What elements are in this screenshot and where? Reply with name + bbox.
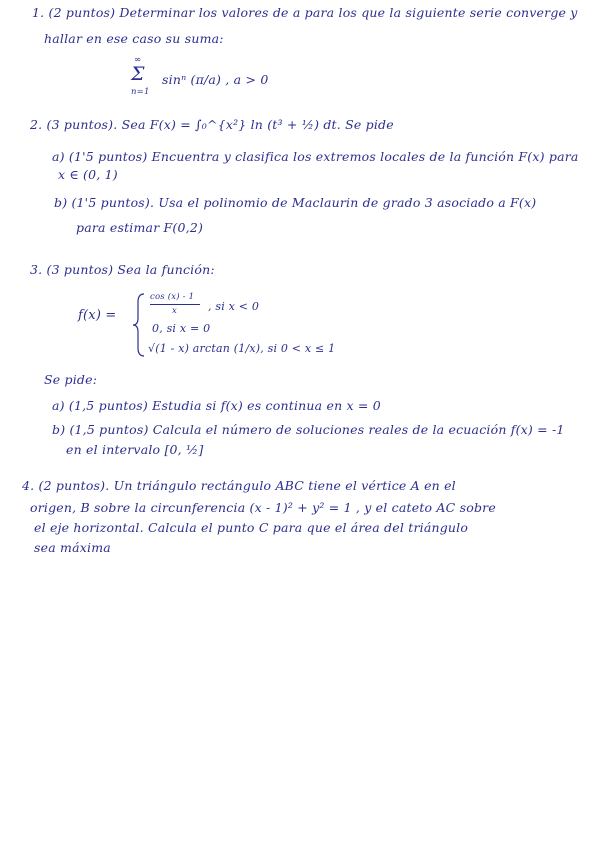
case1-numerator: cos (x) - 1: [150, 292, 195, 302]
problem-4-line2: origen, B sobre la circunferencia (x - 1)² + y² = 1 , y el cateto AC sobre: [30, 500, 496, 515]
case2: 0, si x = 0: [152, 322, 211, 335]
problem-2-title: 2. (3 puntos). Sea F(x) = ∫₀^{x²} ln (t³ + ½) dt. Se pide: [30, 117, 394, 132]
problem-4-line3: el eje horizontal. Calcula el punto C para que el área del triángulo: [34, 520, 469, 535]
case1-denominator: x: [172, 306, 177, 316]
case1-condition: , si x < 0: [208, 300, 260, 313]
problem-4-line1: 4. (2 puntos). Un triángulo rectángulo ABC tiene el vértice A en el: [22, 478, 456, 493]
case3: √(1 - x) arctan (1/x), si 0 < x ≤ 1: [148, 342, 336, 355]
sum-lower-limit: n=1: [131, 87, 150, 97]
problem-2a-line1: a) (1'5 puntos) Encuentra y clasifica los extremos locales de la función F(x) para: [52, 149, 579, 164]
problem-3b-line2: en el intervalo [0, ½]: [66, 442, 204, 457]
se-pide: Se pide:: [44, 372, 98, 387]
problem-3b-line1: b) (1,5 puntos) Calcula el número de soluciones reales de la ecuación f(x) = -1: [52, 422, 565, 437]
problem-3a: a) (1,5 puntos) Estudia si f(x) es continua en x = 0: [52, 398, 381, 413]
sum-term: sinⁿ (π/a) , a > 0: [162, 72, 269, 87]
case1-fraction-bar: [150, 304, 200, 305]
problem-1-title: 1. (2 puntos) Determinar los valores de a para los que la siguiente serie converge y: [32, 5, 578, 20]
problem-4-line4: sea máxima: [34, 540, 111, 555]
problem-3-title: 3. (3 puntos) Sea la función:: [30, 262, 215, 277]
piecewise-brace: [132, 292, 146, 358]
problem-2b-line1: b) (1'5 puntos). Usa el polinomio de Maclaurin de grado 3 asociado a F(x): [54, 195, 537, 210]
problem-2a-line2: x ∈ (0, 1): [58, 167, 118, 182]
sum-upper-limit: ∞: [134, 55, 142, 65]
function-label: f(x) =: [78, 308, 117, 323]
problem-2b-line2: para estimar F(0,2): [76, 220, 204, 235]
sum-symbol: Σ: [131, 63, 145, 85]
problem-1-line2: hallar en ese caso su suma:: [44, 31, 224, 46]
